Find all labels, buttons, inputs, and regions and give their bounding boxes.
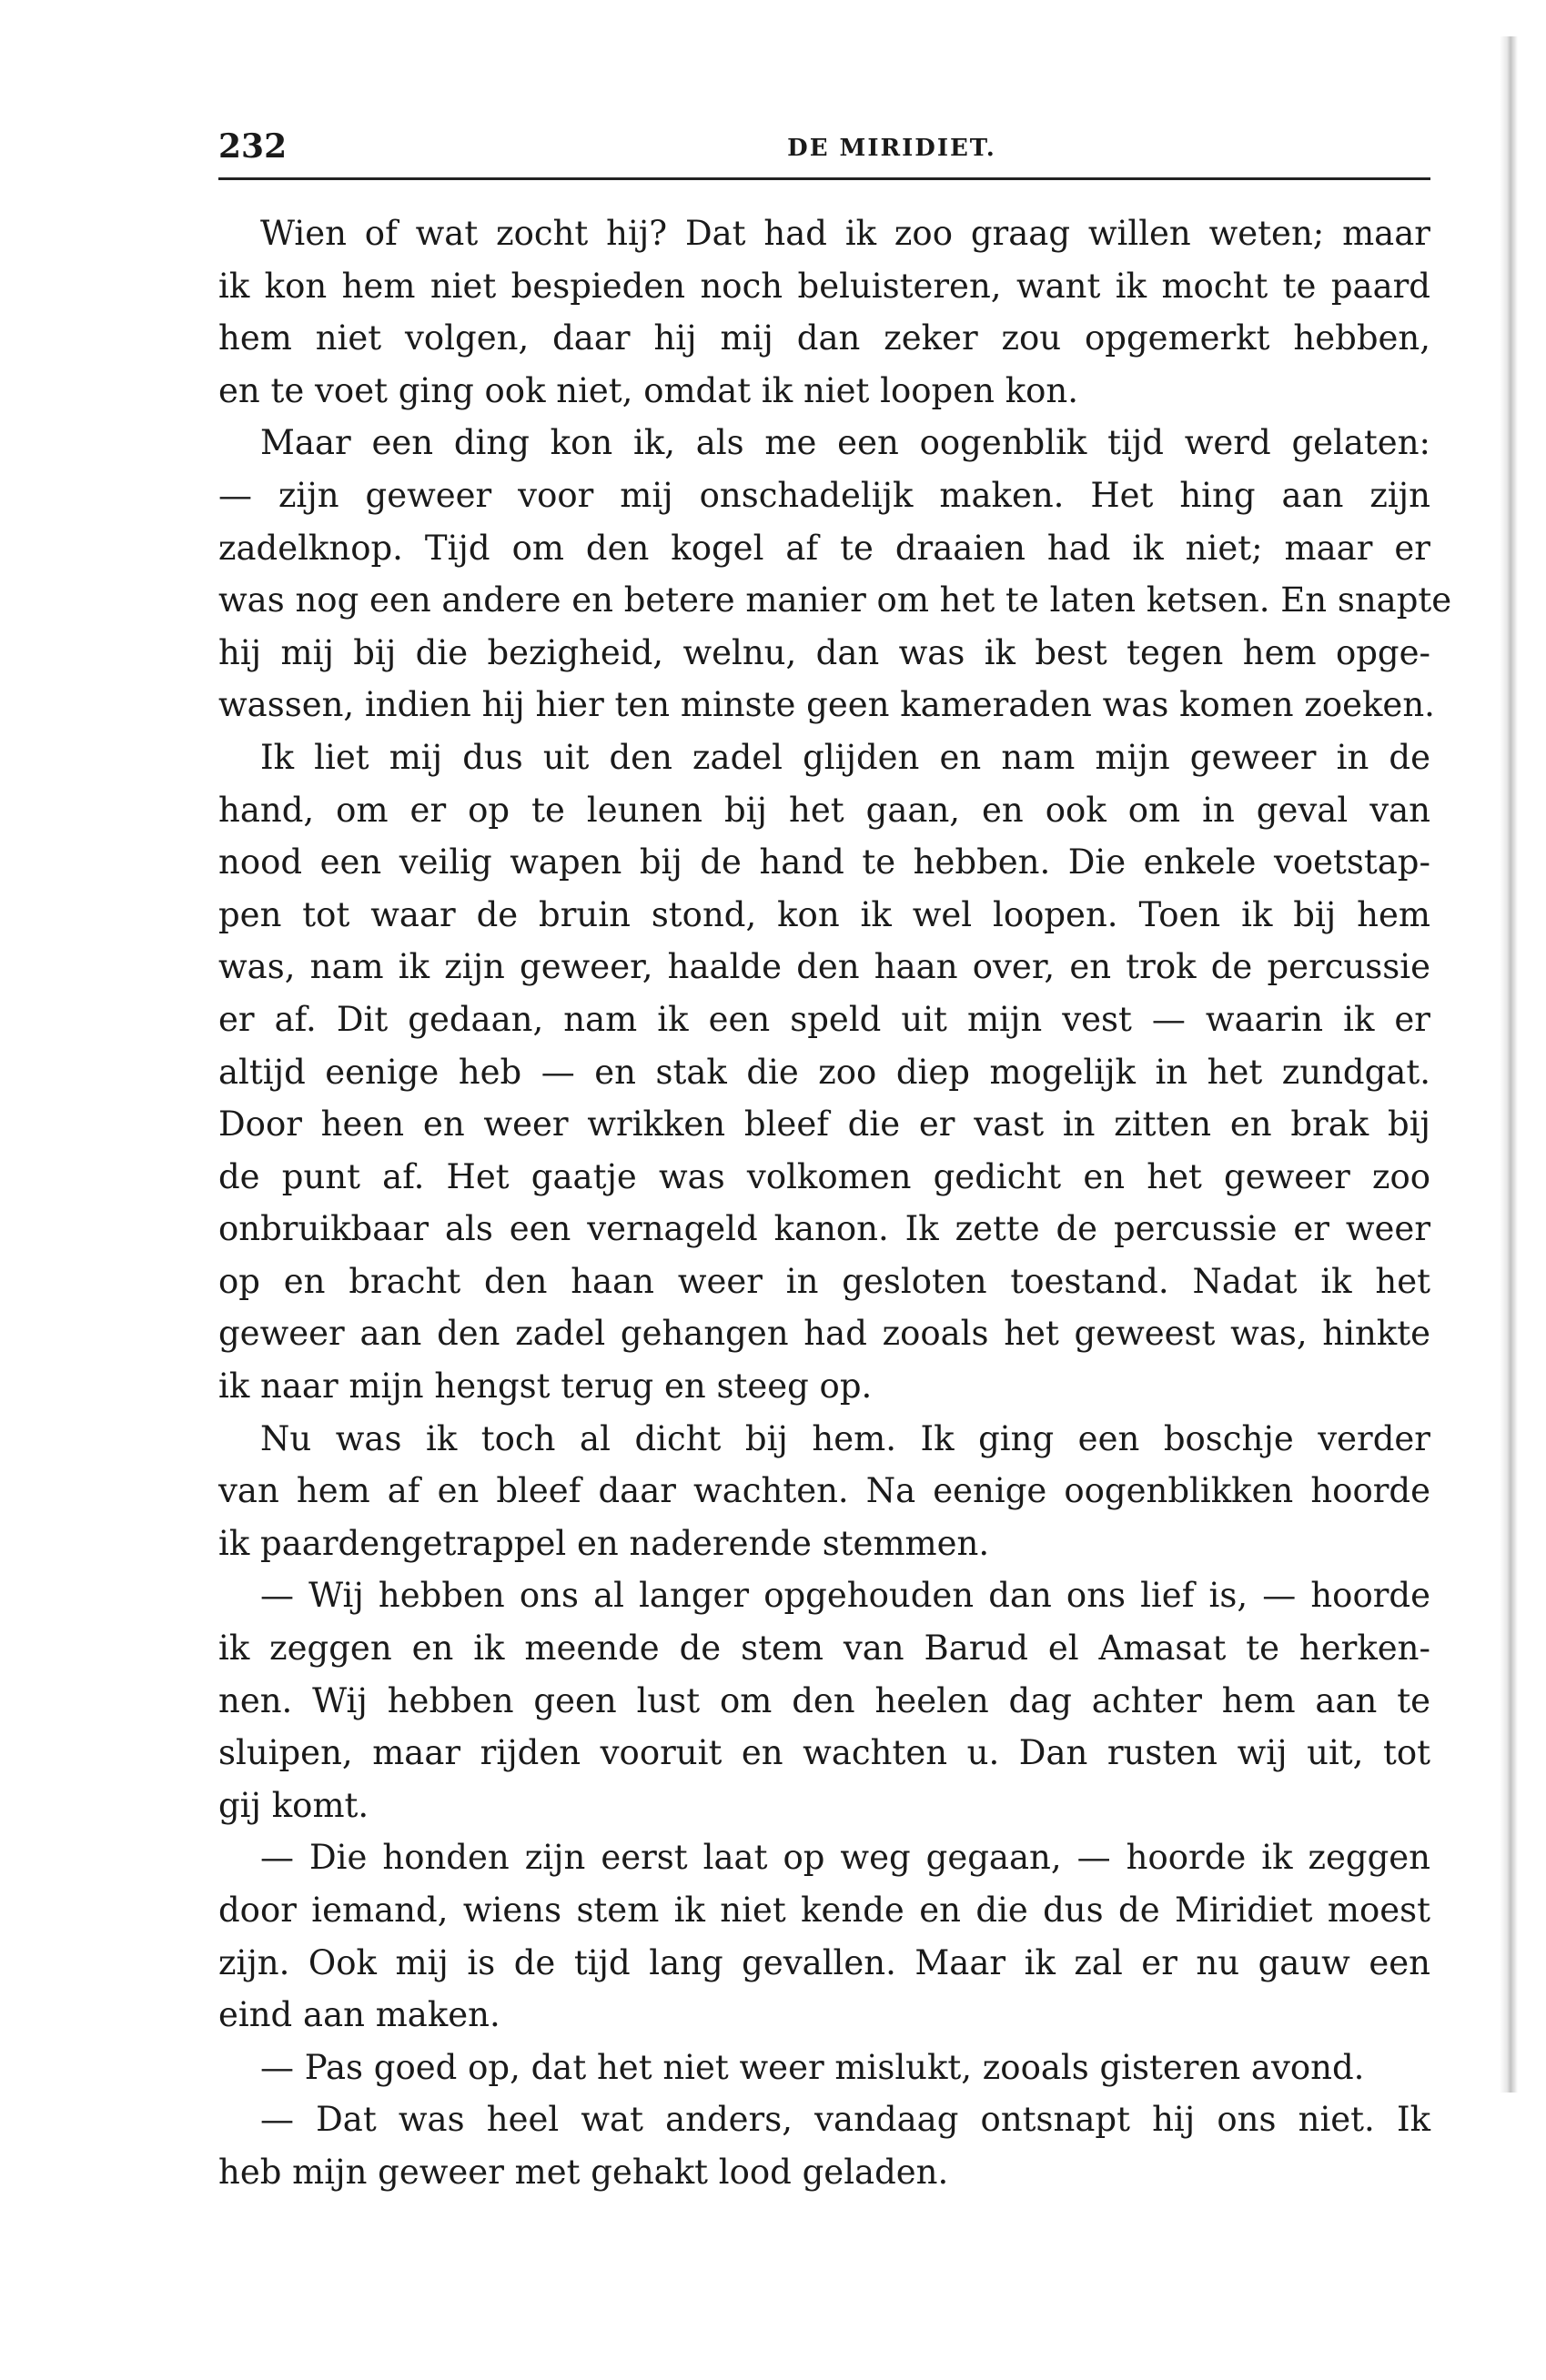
- text-line: Ik liet mij dus uit den zadel glijden en nam mijn geweer in de: [260, 737, 1430, 777]
- text-line: nood een veilig wapen bij de hand te hebben. Die enkele voetstap-: [218, 842, 1430, 882]
- text-line: hem niet volgen, daar hij mij dan zeker zou opgemerkt hebben,: [218, 318, 1430, 358]
- text-line: eind aan maken.: [218, 1995, 500, 2035]
- text-line: gij komt.: [218, 1785, 369, 1825]
- text-line: pen tot waar de bruin stond, kon ik wel loopen. Toen ik bij hem: [218, 894, 1430, 934]
- text-line: er af. Dit gedaan, nam ik een speld uit mijn vest — waarin ik er: [218, 999, 1430, 1039]
- body-text: [218, 207, 1452, 2199]
- paragraph: [218, 2093, 1430, 2198]
- text-line: hand, om er op te leunen bij het gaan, en ook om in geval van: [218, 790, 1430, 830]
- text-line: ik naar mijn hengst terug en steeg op.: [218, 1366, 873, 1407]
- text-line: ik paardengetrappel en naderende stemmen.: [218, 1523, 990, 1563]
- text-line: heb mijn geweer met gehakt lood geladen.: [218, 2152, 949, 2192]
- text-line: — Die honden zijn eerst laat op weg gegaan, — hoorde ik zeggen: [260, 1838, 1430, 1878]
- text-line: — Pas goed op, dat het niet weer mislukt, zooals gisteren avond.: [260, 2047, 1365, 2087]
- text-line: — zijn geweer voor mij onschadelijk maken. Het hing aan zijn: [218, 475, 1430, 515]
- paragraph: [218, 207, 1430, 417]
- text-line: Wien of wat zocht hij? Dat had ik zoo graag willen weten; maar: [260, 214, 1430, 253]
- header-rule: [218, 177, 1430, 180]
- text-line: Nu was ik toch al dicht bij hem. Ik ging een boschje verder: [260, 1418, 1430, 1458]
- text-line: — Dat was heel wat anders, vandaag ontsnapt hij ons niet. Ik: [260, 2100, 1430, 2140]
- text-line: op en bracht den haan weer in gesloten toestand. Nadat ik het: [218, 1261, 1430, 1301]
- paragraph: [218, 731, 1430, 1413]
- text-line: — Wij hebben ons al langer opgehouden dan ons lief is, — hoorde: [260, 1576, 1430, 1616]
- paragraph: [218, 2042, 1430, 2094]
- text-line: Maar een ding kon ik, als me een oogenblik tijd werd gelaten:: [260, 423, 1430, 463]
- text-line: ik zeggen en ik meende de stem van Barud el Amasat te herken-: [218, 1629, 1430, 1669]
- text-line: zijn. Ook mij is de tijd lang gevallen. Maar ik zal er nu gauw een: [218, 1942, 1430, 1982]
- text-line: hij mij bij die bezigheid, welnu, dan was ik best tegen hem opge-: [218, 632, 1430, 672]
- text-line: ik kon hem niet bespieden noch beluisteren, want ik mocht te paard: [218, 266, 1430, 306]
- text-line: en te voet ging ook niet, omdat ik niet loopen kon.: [218, 370, 1078, 410]
- text-line: de punt af. Het gaatje was volkomen gedicht en het geweer zoo: [218, 1156, 1430, 1196]
- text-line: altijd eenige heb — en stak die zoo diep mogelijk in het zundgat.: [218, 1052, 1430, 1092]
- text-line: Door heen en weer wrikken bleef die er vast in zitten en brak bij: [218, 1104, 1430, 1145]
- text-line: door iemand, wiens stem ik niet kende en die dus de Miridiet moest: [218, 1891, 1430, 1930]
- text-line: geweer aan den zadel gehangen had zooals het geweest was, hinkte: [218, 1314, 1430, 1354]
- text-line: was nog een andere en betere manier om het te laten ketsen. En snapte: [218, 580, 1452, 620]
- text-line: zadelknop. Tijd om den kogel af te draaien had ik niet; maar er: [218, 528, 1430, 568]
- paragraph: [218, 1569, 1430, 1831]
- text-line: onbruikbaar als een vernageld kanon. Ik zette de percussie er weer: [218, 1209, 1430, 1249]
- paragraph: [218, 417, 1452, 731]
- paragraph: [218, 1413, 1430, 1570]
- text-line: was, nam ik zijn geweer, haalde den haan over, en trok de percussie: [218, 947, 1430, 987]
- paragraph: [218, 1831, 1430, 2041]
- text-line: wassen, indien hij hier ten minste geen kameraden was komen zoeken.: [218, 685, 1435, 725]
- running-title: DE MIRIDIET.: [787, 135, 996, 162]
- text-line: nen. Wij hebben geen lust om den heelen dag achter hem aan te: [218, 1680, 1430, 1720]
- page-number: 232: [218, 127, 288, 166]
- text-line: sluipen, maar rijden vooruit en wachten u. Dan rusten wij uit, tot: [218, 1733, 1430, 1773]
- text-line: van hem af en bleef daar wachten. Na eenige oogenblikken hoorde: [218, 1471, 1430, 1511]
- scan-page-edge: [1500, 36, 1518, 2093]
